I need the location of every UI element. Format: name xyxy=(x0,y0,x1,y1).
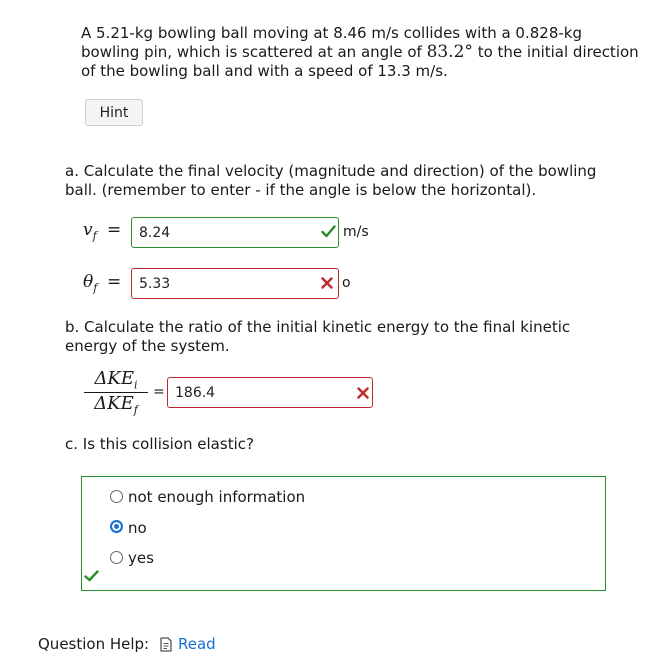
x-mark-icon xyxy=(321,277,333,289)
thetaf-input[interactable] xyxy=(131,268,339,299)
radio-yes[interactable] xyxy=(110,551,123,564)
ke-fraction xyxy=(84,368,148,417)
vf-label: $v_f$ xyxy=(83,220,97,243)
ke-ratio-input[interactable] xyxy=(167,377,373,408)
problem-text-2: to the initial direction of the bowling ball and with a speed of 13.3 m/s. xyxy=(81,43,639,80)
ke-denominator: $\Delta KE_f$ xyxy=(94,393,138,417)
part-a-question: a. Calculate the final velocity (magnitude and direction) of the bowling ball. (remember to enter - if the angle is below the horizontal). xyxy=(65,162,597,199)
document-icon[interactable] xyxy=(159,637,173,652)
checkmark-icon xyxy=(321,225,336,238)
part-b-question: b. Calculate the ratio of the initial kinetic energy to the final kinetic energy of the system. xyxy=(65,318,571,355)
option-label[interactable]: not enough information xyxy=(128,488,306,506)
read-link[interactable]: Read xyxy=(178,635,216,653)
radio-not-enough-information[interactable] xyxy=(110,490,123,503)
problem-statement xyxy=(81,24,641,81)
option-label[interactable]: no xyxy=(128,519,147,537)
question-help xyxy=(38,635,149,653)
ke-numerator: $\Delta KE_i$ xyxy=(94,368,138,392)
problem-text-1: A 5.21-kg bowling ball moving at 8.46 m/s collides with a 0.828-kg bowling pin, which is scattered at an angle of xyxy=(81,24,582,61)
vf-input[interactable] xyxy=(131,217,339,248)
vf-unit: m/s xyxy=(343,224,369,240)
thetaf-unit: o xyxy=(342,275,351,291)
thetaf-value: 5.33 xyxy=(139,275,171,292)
vf-equals: = xyxy=(107,220,122,240)
checkmark-icon xyxy=(84,570,99,582)
problem-angle: 83.2° xyxy=(426,42,473,62)
question-help-label: Question Help: xyxy=(38,635,150,653)
thetaf-equals: = xyxy=(107,272,122,292)
hint-button[interactable]: Hint xyxy=(85,99,143,126)
part-c-question: c. Is this collision elastic? xyxy=(65,435,254,453)
thetaf-label: $\theta_f$ xyxy=(83,272,98,295)
radio-no[interactable] xyxy=(110,520,123,533)
x-mark-icon xyxy=(357,387,369,399)
option-label[interactable]: yes xyxy=(128,549,154,567)
ke-ratio-value: 186.4 xyxy=(175,384,216,401)
vf-value: 8.24 xyxy=(139,224,171,241)
ke-equals: = xyxy=(153,384,165,400)
